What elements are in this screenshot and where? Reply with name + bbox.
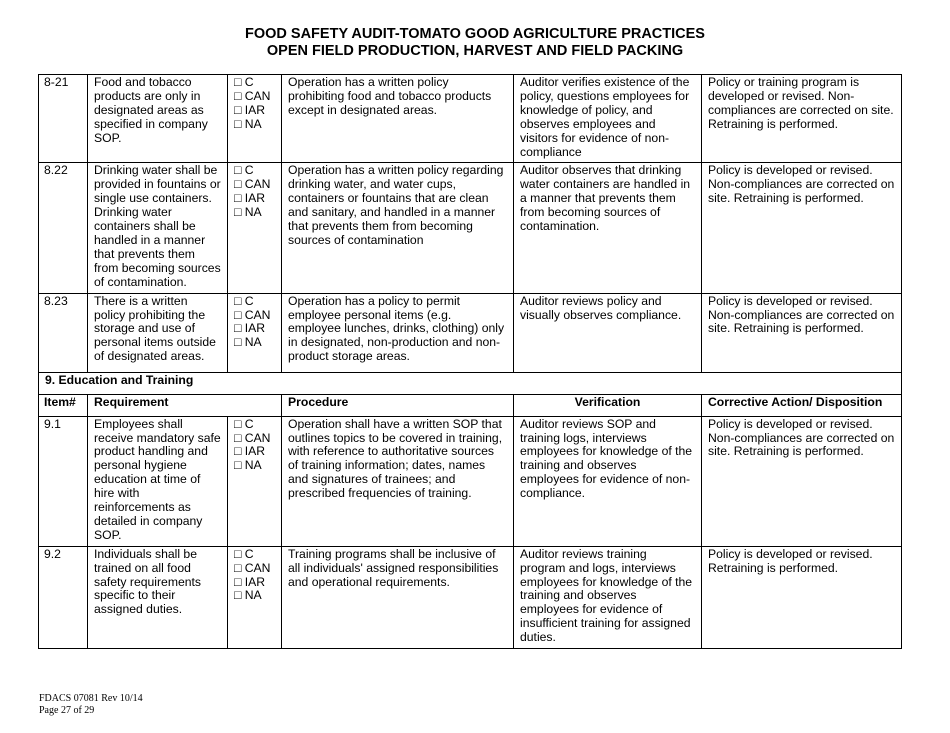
checkbox-can[interactable]: □ CAN <box>234 430 271 445</box>
requirement-cell: Employees shall receive mandatory safe product handling and personal hygiene education at time of hire with reinforcements as detailed in company SOP. <box>88 416 228 546</box>
checkbox-na[interactable]: □ NA <box>234 588 262 603</box>
verification-cell: Auditor reviews SOP and training logs, interviews employees for knowledge of the training and observes employees for evidence of non-compliance. <box>514 416 702 546</box>
compliance-checkboxes <box>228 416 282 546</box>
item-number: 8.23 <box>39 293 88 372</box>
form-id: FDACS 07081 Rev 10/14 <box>39 693 143 704</box>
table-row <box>39 75 902 163</box>
page-number: Page 27 of 29 <box>39 704 95 716</box>
checkbox-iar[interactable]: □ IAR <box>234 321 266 336</box>
checkbox-iar[interactable]: □ IAR <box>234 574 266 589</box>
corrective-action-cell: Policy is developed or revised. Non-compliances are corrected on site. Retraining is performed. <box>702 293 902 372</box>
verification-cell: Auditor verifies existence of the policy, questions employees for knowledge of policy, and observes employees and visitors for evidence of non-compliance <box>514 75 702 163</box>
procedure-cell: Operation has a policy to permit employee personal items (e.g. employee lunches, drinks, clothing) only in designated, non-production and non-product storage areas. <box>282 293 514 372</box>
requirement-cell: Food and tobacco products are only in designated areas as specified in company SOP. <box>88 75 228 163</box>
checkbox-na[interactable]: □ NA <box>234 205 262 220</box>
verification-cell: Auditor reviews training program and logs, interviews employees for knowledge of the training and observes employees for evidence of insufficient training for assigned duties. <box>514 546 702 648</box>
procedure-cell: Training programs shall be inclusive of all individuals' assigned responsibilities and operational requirements. <box>282 546 514 648</box>
checkbox-na[interactable]: □ NA <box>234 335 262 350</box>
checkbox-can[interactable]: □ CAN <box>234 177 271 192</box>
audit-table <box>38 74 902 649</box>
section-row <box>39 372 902 394</box>
checkbox-na[interactable]: □ NA <box>234 458 262 473</box>
procedure-cell: Operation shall have a written SOP that outlines topics to be covered in training, with reference to authoritative sources of training information; dates, names and signatures of trainees; and prescribed frequencies of training. <box>282 416 514 546</box>
table-row <box>39 546 902 648</box>
item-number: 8.22 <box>39 163 88 293</box>
verification-cell: Auditor reviews policy and visually observes compliance. <box>514 293 702 372</box>
checkbox-iar[interactable]: □ IAR <box>234 444 266 459</box>
checkbox-na[interactable]: □ NA <box>234 116 262 131</box>
requirement-cell: There is a written policy prohibiting the storage and use of personal items outside of designated areas. <box>88 293 228 372</box>
corrective-action-cell: Policy or training program is developed or revised. Non-compliances are corrected on site. Retraining is performed. <box>702 75 902 163</box>
title-line-2: OPEN FIELD PRODUCTION, HARVEST AND FIELD PACKING <box>266 42 684 59</box>
page-footer <box>39 693 143 716</box>
checkbox-can[interactable]: □ CAN <box>234 560 271 575</box>
checkbox-can[interactable]: □ CAN <box>234 307 271 322</box>
compliance-checkboxes <box>228 546 282 648</box>
checkbox-iar[interactable]: □ IAR <box>234 191 266 206</box>
column-header-item: Item# <box>39 394 88 416</box>
verification-cell: Auditor observes that drinking water containers are handled in a manner that prevents them from becoming sources of contamination. <box>514 163 702 293</box>
item-number: 9.2 <box>39 546 88 648</box>
checkbox-c[interactable]: □ C <box>234 546 254 561</box>
title-line-1: FOOD SAFETY AUDIT-TOMATO GOOD AGRICULTURE PRACTICES <box>245 26 705 42</box>
checkbox-c[interactable]: □ C <box>234 416 254 431</box>
checkbox-c[interactable]: □ C <box>234 163 254 178</box>
compliance-checkboxes <box>228 75 282 163</box>
column-header-row <box>39 394 902 416</box>
table-row <box>39 163 902 293</box>
compliance-checkboxes <box>228 163 282 293</box>
requirement-cell: Drinking water shall be provided in fountains or single use containers. Drinking water containers shall be handled in a manner that prevents them from becoming sources of contamination. <box>88 163 228 293</box>
column-header-verification: Verification <box>514 394 702 416</box>
compliance-checkboxes <box>228 293 282 372</box>
checkbox-c[interactable]: □ C <box>234 293 254 308</box>
table-row <box>39 293 902 372</box>
table-row <box>39 416 902 546</box>
procedure-cell: Operation has a written policy prohibiting food and tobacco products except in designated areas. <box>282 75 514 163</box>
procedure-cell: Operation has a written policy regarding drinking water, and water cups, containers or fountains that are clean and sanitary, and handled in a manner that prevents them from becoming sources of contamination <box>282 163 514 293</box>
column-header-corrective-action: Corrective Action/ Disposition <box>702 394 902 416</box>
column-header-requirement: Requirement <box>88 394 282 416</box>
checkbox-can[interactable]: □ CAN <box>234 88 271 103</box>
requirement-cell: Individuals shall be trained on all food safety requirements specific to their assigned duties. <box>88 546 228 648</box>
page-title <box>0 26 950 59</box>
checkbox-iar[interactable]: □ IAR <box>234 102 266 117</box>
column-header-procedure: Procedure <box>282 394 514 416</box>
item-number: 9.1 <box>39 416 88 546</box>
corrective-action-cell: Policy is developed or revised. Retraining is performed. <box>702 546 902 648</box>
checkbox-c[interactable]: □ C <box>234 75 254 89</box>
corrective-action-cell: Policy is developed or revised. Non-compliances are corrected on site. Retraining is performed. <box>702 163 902 293</box>
item-number: 8-21 <box>39 75 88 163</box>
corrective-action-cell: Policy is developed or revised. Non-compliances are corrected on site. Retraining is performed. <box>702 416 902 546</box>
section-heading: 9. Education and Training <box>39 372 902 394</box>
